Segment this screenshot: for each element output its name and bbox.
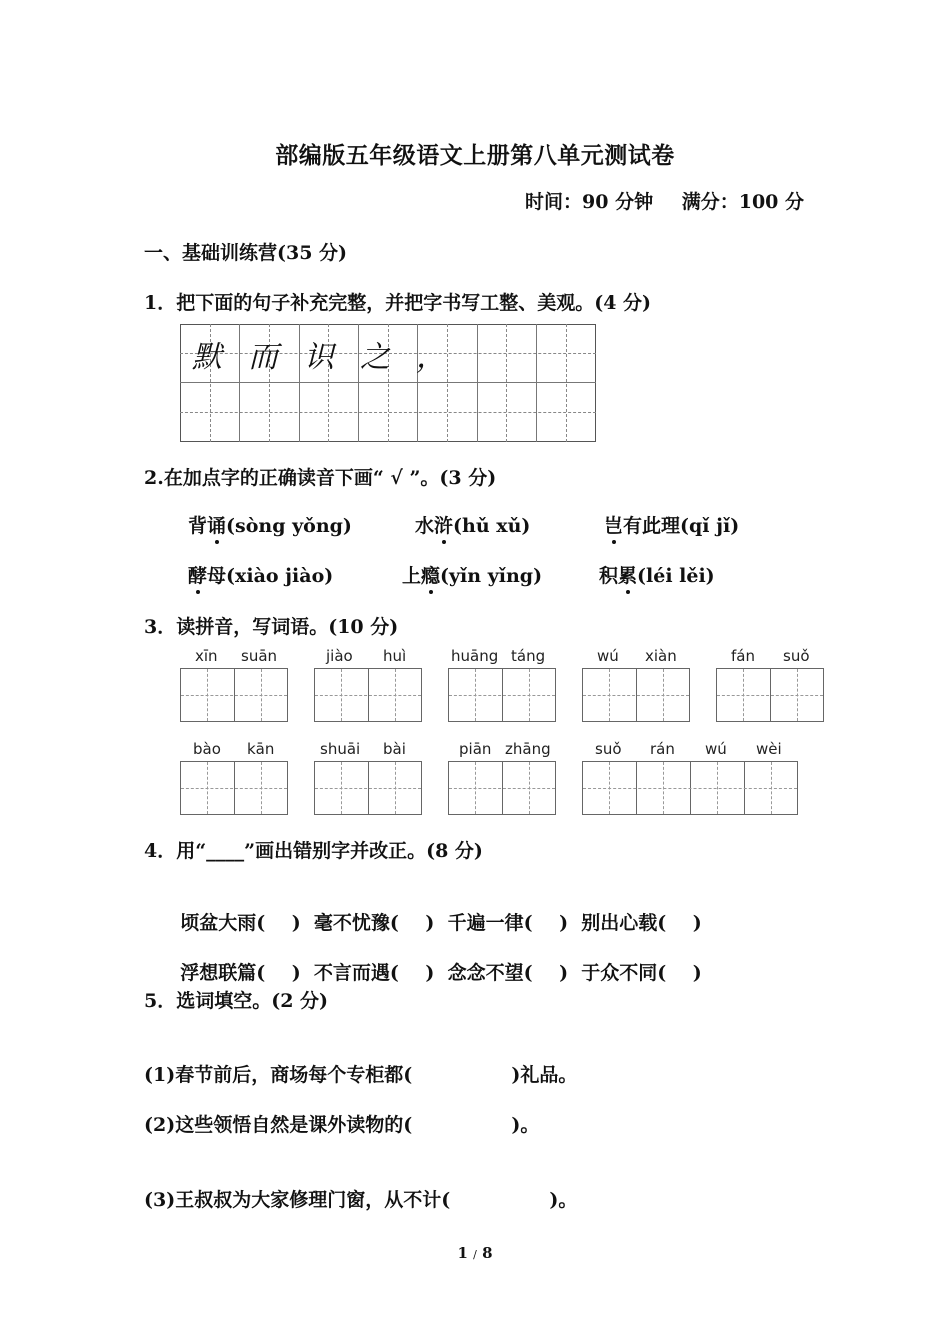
pinyin-syllable: suǒ — [783, 647, 810, 665]
pinyin-syllable: xiàn — [645, 647, 677, 665]
page-number: 1 / 8 — [457, 1244, 493, 1262]
pinyin-syllable: wèi — [756, 740, 782, 758]
question-3-label: 3．读拼音，写词语。(10 分) — [144, 616, 399, 638]
pinyin-options[interactable]: (qǐ jǐ) — [680, 515, 740, 537]
pinyin-syllable: táng — [511, 647, 546, 665]
pinyin-options[interactable]: (yǐn yǐng) — [440, 565, 543, 587]
pinyin-syllable: bào — [193, 740, 221, 758]
pinyin-syllable: bài — [383, 740, 406, 758]
question-4-label: 4．用“____”画出错别字并改正。(8 分) — [144, 840, 483, 862]
pinyin-syllable: zhāng — [505, 740, 551, 758]
question-1-label: 1．把下面的句子补充完整，并把字书写工整、美观。(4 分) — [144, 292, 652, 314]
pinyin-options[interactable]: (hǔ xǔ) — [453, 515, 531, 537]
fill-sentence[interactable]: (1)春节前后，商场每个专柜都( )礼品。 — [144, 1064, 578, 1086]
exam-meta — [503, 187, 804, 214]
fill-sentence[interactable]: (3)王叔叔为大家修理门窗，从不计( )。 — [144, 1189, 578, 1211]
tian-grid[interactable] — [582, 761, 798, 815]
tian-grid[interactable] — [448, 761, 556, 815]
pinyin-syllable: suǒ — [595, 740, 622, 758]
pinyin-syllable: huāng — [451, 647, 499, 665]
pinyin-choice: 积累(léi lěi) — [599, 561, 715, 588]
pinyin-syllable: huì — [383, 647, 407, 665]
dotted-char: 岂 — [604, 511, 623, 538]
pinyin-syllable: shuāi — [320, 740, 361, 758]
pinyin-options[interactable]: (xiào jiào) — [226, 565, 334, 587]
question-5-label: 5．选词填空。(2 分) — [144, 990, 329, 1012]
pinyin-syllable: xīn — [195, 647, 218, 665]
dotted-char: 酵 — [188, 561, 207, 588]
tian-grid[interactable] — [314, 761, 422, 815]
fill-sentence[interactable]: (2)这些领悟自然是课外读物的( )。 — [144, 1114, 540, 1136]
question-2-label: 2.在加点字的正确读音下画“ √ ”。(3 分) — [144, 467, 497, 489]
section-heading: 一、基础训练营(35 分) — [144, 242, 348, 264]
dotted-char: 累 — [618, 561, 637, 588]
idiom-row: 顷盆大雨( ) 毫不忧豫( ) 千遍一律( ) 别出心载( ) — [180, 912, 702, 934]
exam-score: 满分：100 分 — [681, 191, 804, 213]
pinyin-syllable: suān — [241, 647, 278, 665]
pinyin-options[interactable]: (sòng yǒng) — [226, 515, 352, 537]
tian-grid[interactable] — [716, 668, 824, 722]
pinyin-choice: 酵母(xiào jiào) — [188, 561, 333, 588]
dotted-char: 诵 — [207, 511, 226, 538]
pinyin-syllable: wú — [705, 740, 727, 758]
tian-grid[interactable] — [180, 761, 288, 815]
pinyin-syllable: jiào — [326, 647, 353, 665]
tian-grid[interactable] — [314, 668, 422, 722]
tian-grid[interactable] — [582, 668, 690, 722]
idiom-row: 浮想联篇( ) 不言而遇( ) 念念不望( ) 于众不同( ) — [180, 962, 702, 984]
dotted-char: 瘾 — [421, 561, 440, 588]
pinyin-syllable: rán — [650, 740, 675, 758]
exam-time: 时间：90 分钟 — [525, 191, 654, 213]
pinyin-choice: 背诵(sòng yǒng) — [188, 511, 352, 538]
pinyin-choice: 水浒(hǔ xǔ) — [415, 511, 530, 538]
pinyin-syllable: kān — [247, 740, 275, 758]
tian-grid[interactable] — [180, 668, 288, 722]
dotted-char: 浒 — [434, 511, 453, 538]
pinyin-choice: 上瘾(yǐn yǐng) — [402, 561, 542, 588]
pinyin-syllable: piān — [459, 740, 492, 758]
pinyin-syllable: wú — [597, 647, 619, 665]
pinyin-choice: 岂有此理(qǐ jǐ) — [604, 511, 739, 538]
pinyin-options[interactable]: (léi lěi) — [637, 565, 715, 587]
pinyin-syllable: fán — [731, 647, 755, 665]
tian-grid[interactable] — [448, 668, 556, 722]
handwritten-text: 默而识之， — [192, 340, 472, 375]
page-title: 部编版五年级语文上册第八单元测试卷 — [275, 142, 675, 169]
